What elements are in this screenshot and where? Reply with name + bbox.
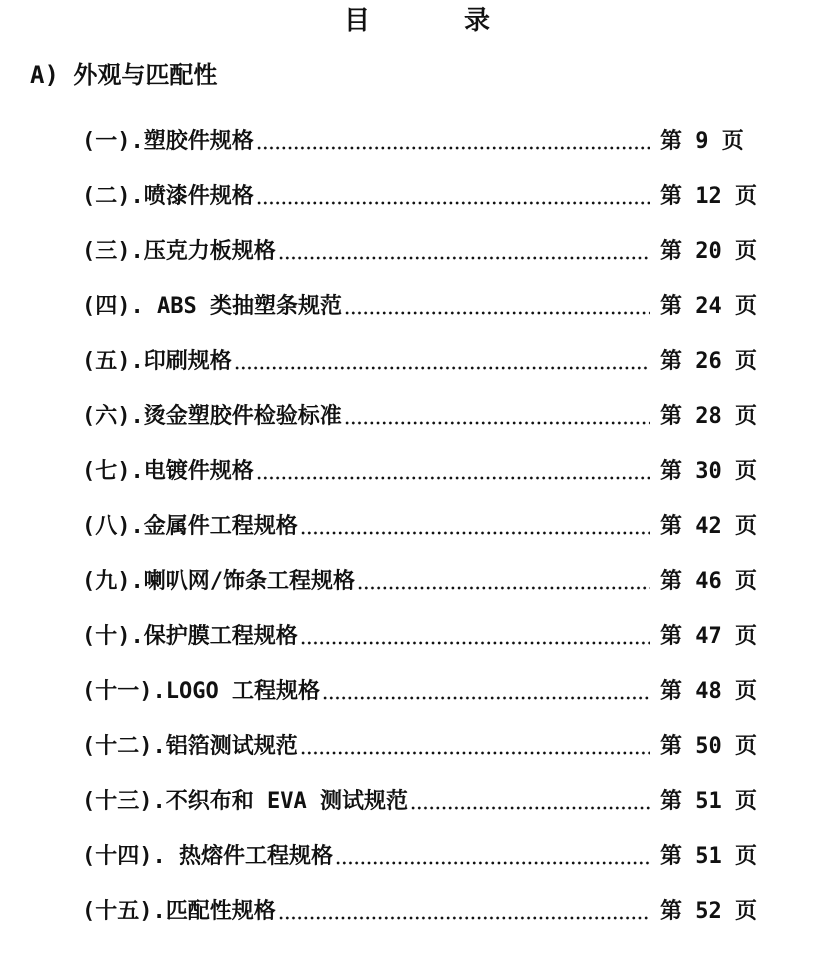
dot-leader xyxy=(300,641,650,645)
dot-leader xyxy=(344,421,650,425)
toc-entry-page: 第 9 页 xyxy=(660,128,744,154)
dot-leader xyxy=(234,366,650,370)
toc-entry-page: 第 52 页 xyxy=(660,898,757,924)
toc-entry-label: (八).金属件工程规格 xyxy=(82,513,298,539)
dot-leader xyxy=(278,256,650,260)
dot-leader xyxy=(256,201,650,205)
toc-entry-2[interactable] xyxy=(82,169,762,224)
toc-entry-14[interactable] xyxy=(82,829,762,884)
toc-entry-page: 第 28 页 xyxy=(660,403,757,429)
toc-entry-label: (十四). 热熔件工程规格 xyxy=(82,843,333,869)
dot-leader xyxy=(300,531,650,535)
toc-entry-4[interactable] xyxy=(82,279,762,334)
toc-entry-5[interactable] xyxy=(82,334,762,389)
toc-entry-label: (十二).铝箔测试规范 xyxy=(82,733,298,759)
toc-entry-page: 第 20 页 xyxy=(660,238,757,264)
page-title-char-2: 录 xyxy=(464,6,491,36)
toc-entry-label: (六).烫金塑胶件检验标准 xyxy=(82,403,342,429)
toc-entry-page: 第 50 页 xyxy=(660,733,757,759)
toc-entry-label: (一).塑胶件规格 xyxy=(82,128,254,154)
toc-entry-page: 第 51 页 xyxy=(660,843,757,869)
table-of-contents xyxy=(82,114,762,939)
toc-entry-1[interactable] xyxy=(82,114,762,169)
toc-entry-label: (十一).LOGO 工程规格 xyxy=(82,678,320,704)
toc-entry-label: (十).保护膜工程规格 xyxy=(82,623,298,649)
toc-entry-label: (二).喷漆件规格 xyxy=(82,183,254,209)
toc-entry-8[interactable] xyxy=(82,499,762,554)
toc-entry-3[interactable] xyxy=(82,224,762,279)
toc-entry-label: (五).印刷规格 xyxy=(82,348,232,374)
toc-entry-page: 第 47 页 xyxy=(660,623,757,649)
page-title xyxy=(0,6,834,36)
toc-entry-label: (四). ABS 类抽塑条规范 xyxy=(82,293,342,319)
toc-entry-page: 第 48 页 xyxy=(660,678,757,704)
toc-entry-9[interactable] xyxy=(82,554,762,609)
toc-entry-label: (十三).不织布和 EVA 测试规范 xyxy=(82,788,408,814)
toc-entry-15[interactable] xyxy=(82,884,762,939)
toc-entry-page: 第 24 页 xyxy=(660,293,757,319)
dot-leader xyxy=(300,751,650,755)
toc-entry-7[interactable] xyxy=(82,444,762,499)
dot-leader xyxy=(322,696,650,700)
toc-entry-label: (三).压克力板规格 xyxy=(82,238,276,264)
dot-leader xyxy=(344,311,650,315)
page-title-char-1: 目 xyxy=(343,6,370,36)
toc-entry-page: 第 51 页 xyxy=(660,788,757,814)
toc-entry-label: (九).喇叭网/饰条工程规格 xyxy=(82,568,355,594)
toc-entry-12[interactable] xyxy=(82,719,762,774)
toc-entry-page: 第 26 页 xyxy=(660,348,757,374)
toc-entry-label: (十五).匹配性规格 xyxy=(82,898,276,924)
dot-leader xyxy=(357,586,650,590)
toc-entry-13[interactable] xyxy=(82,774,762,829)
dot-leader xyxy=(410,806,650,810)
dot-leader xyxy=(256,146,650,150)
toc-entry-page: 第 42 页 xyxy=(660,513,757,539)
dot-leader xyxy=(335,861,650,865)
toc-entry-10[interactable] xyxy=(82,609,762,664)
toc-entry-label: (七).电镀件规格 xyxy=(82,458,254,484)
toc-entry-6[interactable] xyxy=(82,389,762,444)
section-heading: A) 外观与匹配性 xyxy=(30,61,218,89)
toc-entry-11[interactable] xyxy=(82,664,762,719)
toc-entry-page: 第 30 页 xyxy=(660,458,757,484)
dot-leader xyxy=(278,916,650,920)
dot-leader xyxy=(256,476,650,480)
toc-entry-page: 第 46 页 xyxy=(660,568,757,594)
toc-entry-page: 第 12 页 xyxy=(660,183,757,209)
